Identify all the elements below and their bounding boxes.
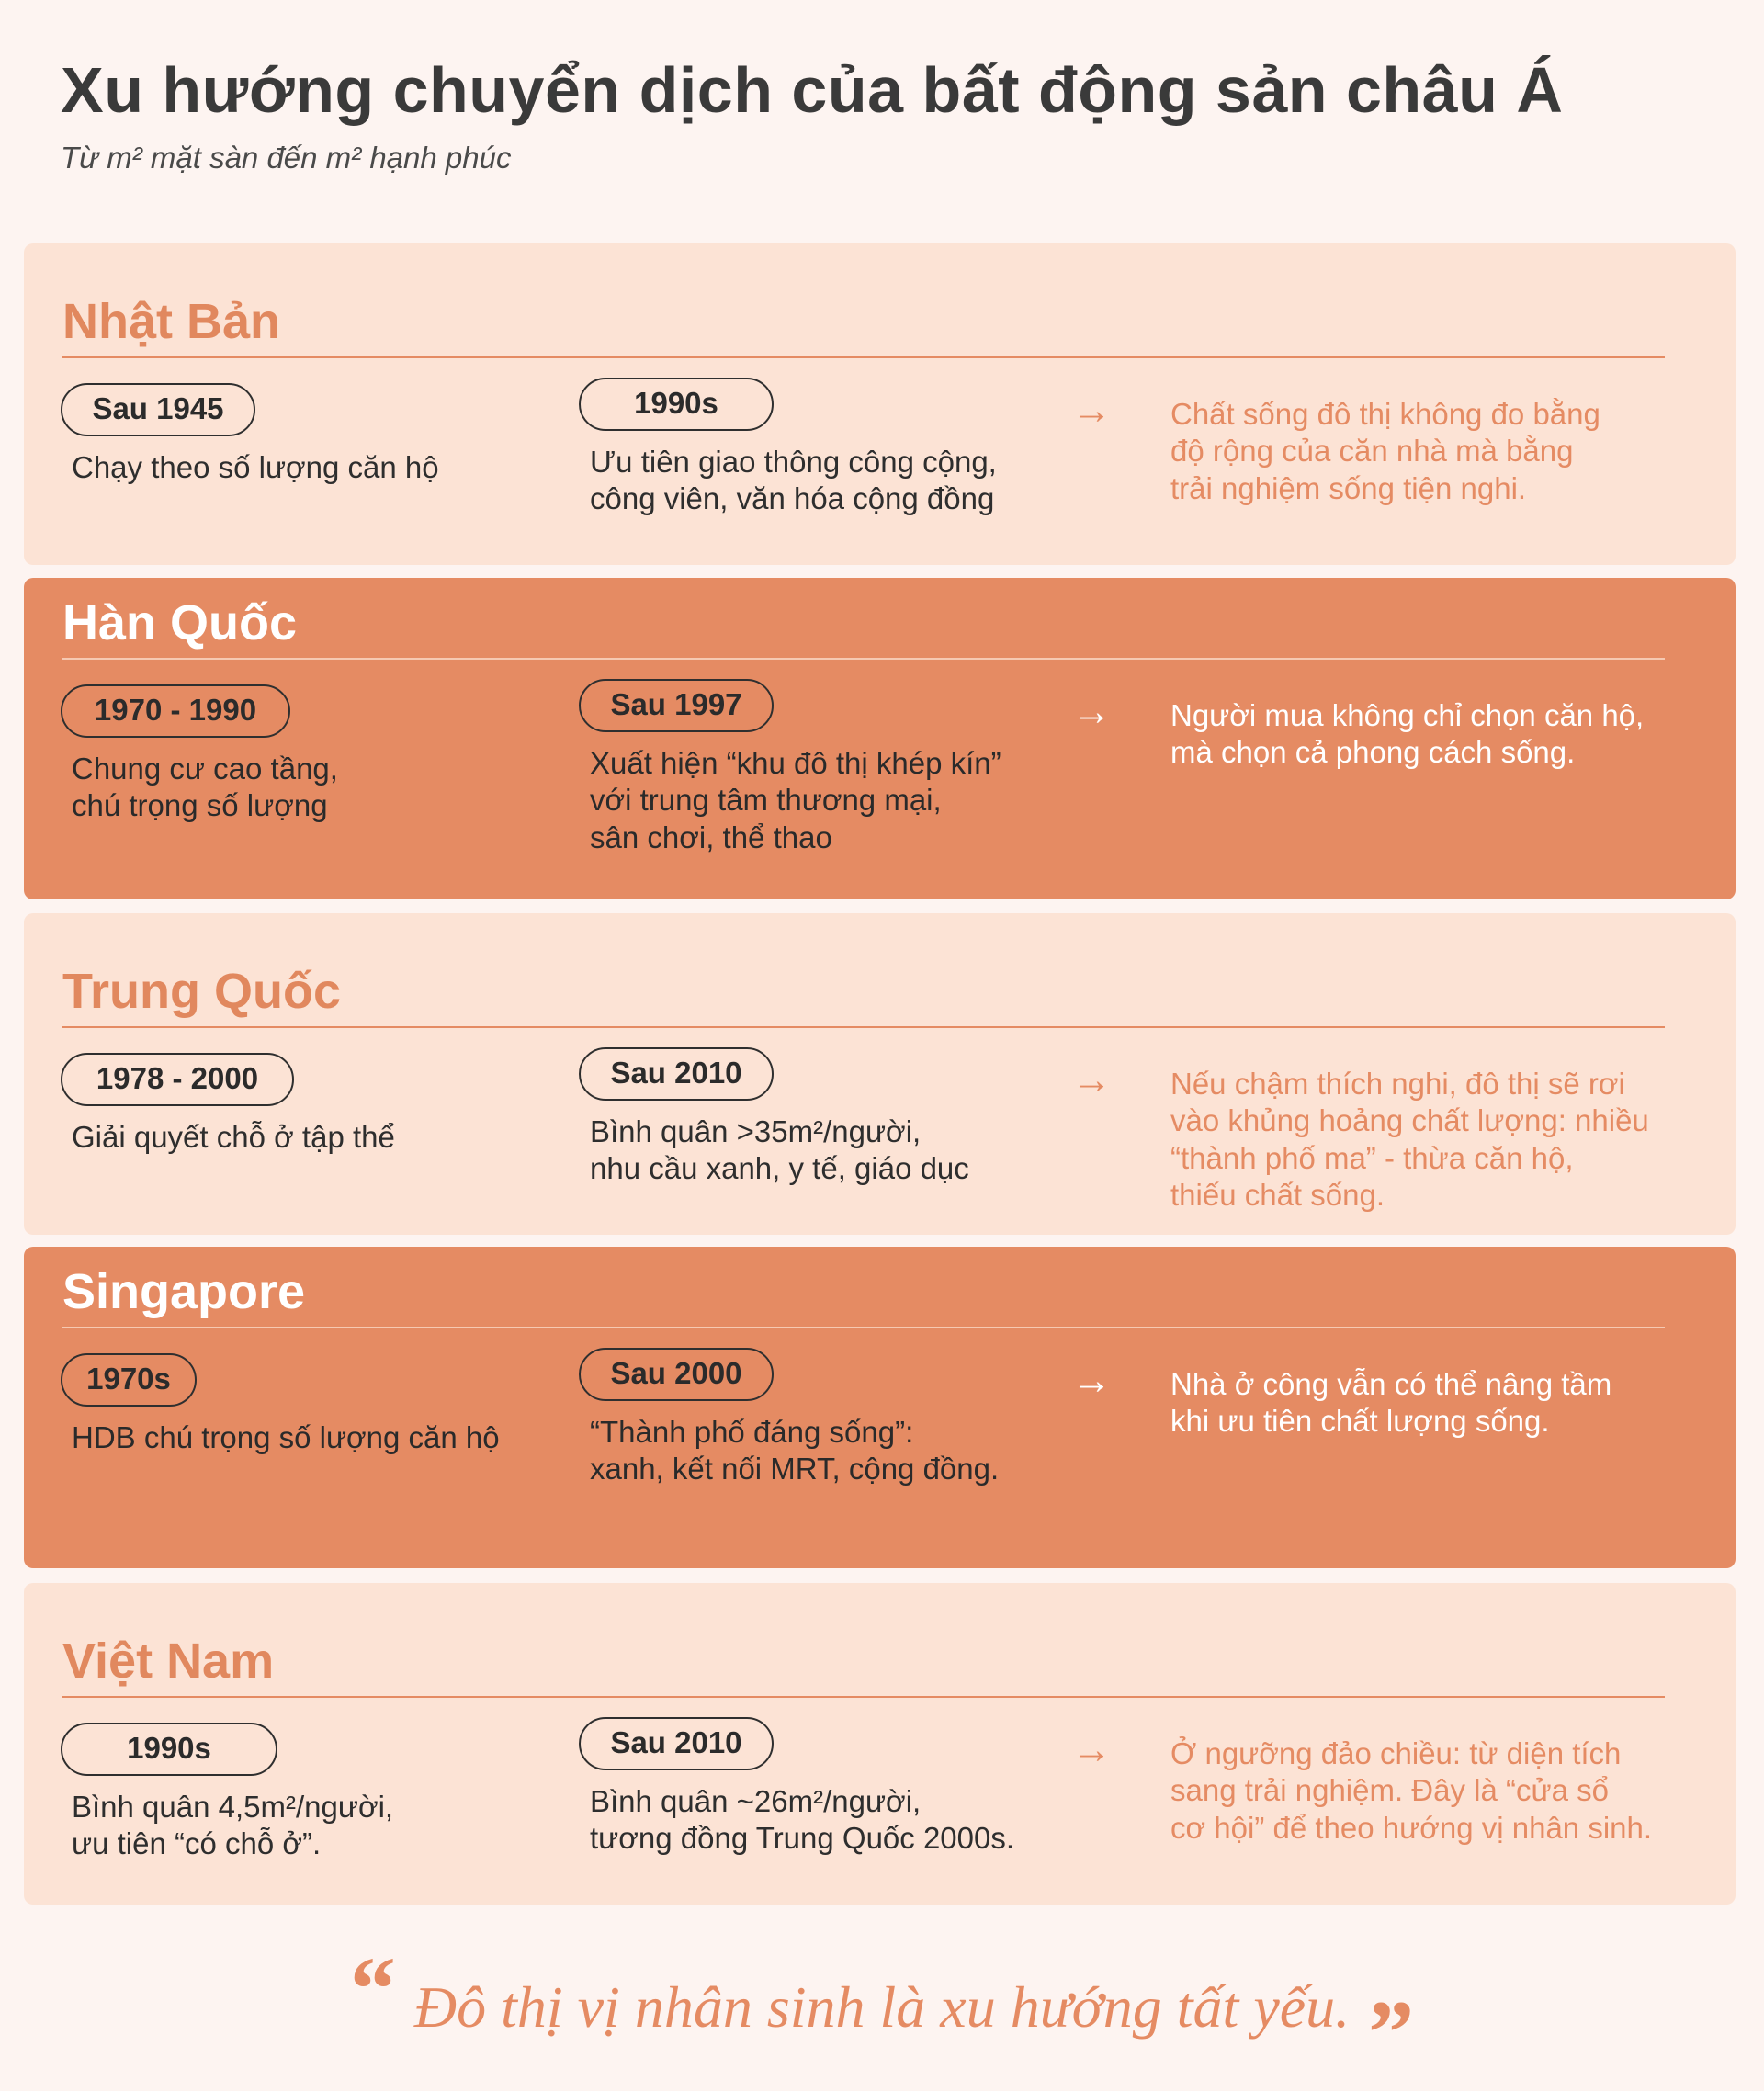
divider	[62, 1327, 1665, 1328]
country-name: Trung Quốc	[62, 964, 341, 1019]
period-description: Bình quân 4,5m²/người, ưu tiên “có chỗ ở”.	[72, 1790, 394, 1861]
period-badge: Sau 2010	[579, 1047, 774, 1101]
period-description: Chạy theo số lượng căn hộ	[72, 450, 439, 484]
period-description: HDB chú trọng số lượng căn hộ	[72, 1420, 500, 1454]
arrow-right-icon: →	[1071, 1358, 1112, 1403]
page-title: Xu hướng chuyển dịch của bất động sản châu Á	[61, 54, 1564, 126]
period-early	[61, 1053, 538, 1156]
page-subtitle: Từ m² mặt sàn đến m² hạnh phúc	[61, 140, 512, 175]
period-late	[579, 378, 1093, 518]
period-badge: 1990s	[579, 378, 774, 431]
period-description: Xuất hiện “khu đô thị khép kín” với trung tâm thương mại, sân chơi, thể thao	[590, 746, 1001, 854]
period-description: Bình quân ~26m²/người, tương đồng Trung Quốc 2000s.	[590, 1784, 1015, 1856]
period-badge: Sau 2000	[579, 1348, 774, 1401]
period-early	[61, 383, 538, 486]
period-badge: 1970s	[61, 1353, 197, 1407]
country-name: Hàn Quốc	[62, 595, 298, 650]
period-badge: 1970 - 1990	[61, 684, 290, 738]
country-name: Nhật Bản	[62, 294, 281, 349]
country-card-singapore	[24, 1247, 1736, 1568]
period-early	[61, 1723, 538, 1863]
period-early	[61, 684, 538, 825]
conclusion-text: Ở ngưỡng đảo chiều: từ diện tích sang trải nghiệm. Đây là “cửa sổ cơ hội” để theo hướng vị nhân sinh.	[1170, 1736, 1653, 1845]
country-card-vietnam	[24, 1583, 1736, 1905]
quote-text: Đô thị vị nhân sinh là xu hướng tất yếu.	[413, 1974, 1351, 2040]
arrow-right-icon: →	[1071, 1727, 1112, 1772]
conclusion-text: Nhà ở công vẫn có thể nâng tầm khi ưu tiên chất lượng sống.	[1170, 1367, 1612, 1439]
period-badge: 1978 - 2000	[61, 1053, 294, 1106]
conclusion-text: Nếu chậm thích nghi, đô thị sẽ rơi vào khủng hoảng chất lượng: nhiều “thành phố ma” - thừa căn hộ, thiếu chất sống.	[1170, 1067, 1649, 1212]
period-description: Chung cư cao tầng, chú trọng số lượng	[72, 752, 338, 823]
arrow-right-icon: →	[1071, 388, 1112, 433]
divider	[62, 1026, 1665, 1028]
closing-quote	[0, 1938, 1764, 2084]
period-description: Bình quân >35m²/người, nhu cầu xanh, y tế, giáo dục	[590, 1114, 969, 1186]
period-badge: 1990s	[61, 1723, 277, 1776]
country-name: Việt Nam	[62, 1633, 275, 1689]
divider	[62, 356, 1665, 358]
period-description: “Thành phố đáng sống”: xanh, kết nối MRT, cộng đồng.	[590, 1415, 1000, 1486]
period-late	[579, 1348, 1093, 1488]
country-card-china	[24, 913, 1736, 1235]
period-description: Ưu tiên giao thông công cộng, công viên, văn hóa cộng đồng	[590, 445, 997, 516]
period-badge: Sau 1945	[61, 383, 255, 436]
header	[61, 53, 1703, 175]
period-description: Giải quyết chỗ ở tập thể	[72, 1120, 395, 1154]
divider	[62, 1696, 1665, 1698]
arrow-right-icon: →	[1071, 1057, 1112, 1102]
period-badge: Sau 1997	[579, 679, 774, 732]
period-late	[579, 1717, 1093, 1858]
arrow-right-icon: →	[1071, 689, 1112, 734]
conclusion-text: Chất sống đô thị không đo bằng độ rộng của căn nhà mà bằng trải nghiệm sống tiện nghi.	[1170, 397, 1600, 505]
country-card-korea	[24, 578, 1736, 899]
close-quote-icon: ”	[1368, 1982, 1415, 2084]
period-late	[579, 1047, 1093, 1188]
period-badge: Sau 2010	[579, 1717, 774, 1770]
divider	[62, 658, 1665, 660]
period-early	[61, 1353, 538, 1456]
country-name: Singapore	[62, 1264, 306, 1319]
country-card-japan	[24, 243, 1736, 565]
period-late	[579, 679, 1093, 856]
conclusion-text: Người mua không chỉ chọn căn hộ, mà chọn cả phong cách sống.	[1170, 698, 1645, 770]
open-quote-icon: “	[349, 1938, 396, 2040]
